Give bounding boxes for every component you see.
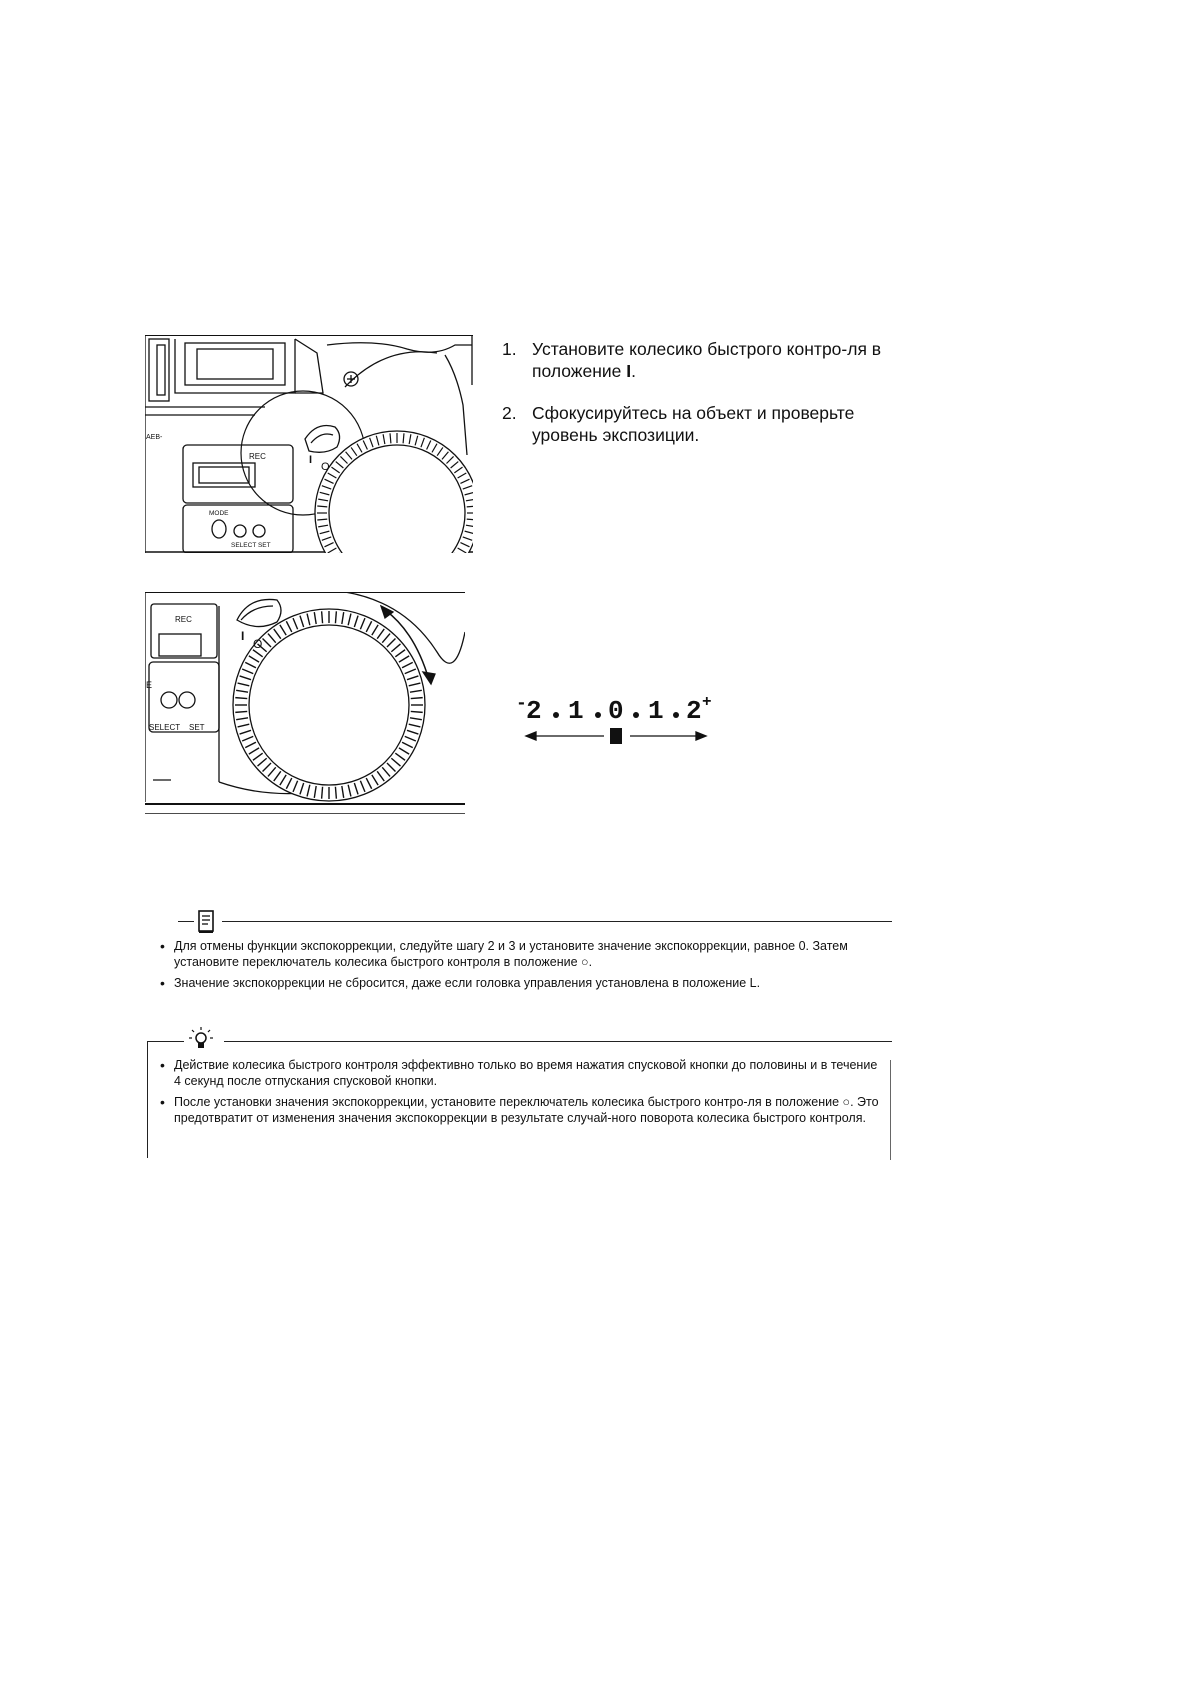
dial-rotation-illustration [145,592,465,814]
dial-mark-o: O [253,637,263,651]
dial-knurl-tick [235,711,247,712]
step-2 [502,402,902,446]
instruction-steps [502,338,902,466]
tip-border-right [890,1060,891,1160]
rec-label: REC [175,615,192,624]
mode-label: MODE [209,510,229,517]
select-set-label: SELECT SET [231,542,271,549]
step-text: Установите колесико быстрого контро-ля в положение [532,339,882,381]
set-label: SET [189,723,205,732]
tip-note [156,1057,884,1131]
scale-plus: + [702,693,712,711]
step-number: 2. [502,403,517,423]
memo-item: • Для отмены функции экспокоррекции, следуйте шагу 2 и 3 и установите значение экспокоррекции, равное 0. Затем установите переключатель колесика быстрого контроля в положение ○. [156,938,896,970]
dial-knurl-tick [335,611,336,623]
tip-item: • После установки значения экспокоррекции, установите переключатель колесика быстрого контро-ля в положение ○. Это предотвратит от изменения значения экспокоррекции в результате случай-ного поворота колесика быстрого контроля. [156,1094,884,1126]
scale-mark: 2 [526,696,542,726]
step-text: Сфокусируйтесь на объект и проверьте уровень экспозиции. [532,403,855,445]
exposure-level-scale [512,690,712,746]
lightbulb-icon [188,1026,214,1057]
rec-label: REC [249,452,266,461]
side-letter: E [146,680,153,690]
aeb-label: AEB- [146,434,163,441]
note-rule-left [178,921,194,922]
dial-mark-i: I [309,454,313,466]
dial-knurl-tick [322,611,323,623]
dial-knurl-tick [411,711,423,712]
memo-item: • Значение экспокоррекции не сбросится, даже если головка управления установлена в положение L. [156,975,896,991]
step-number: 1. [502,339,517,359]
select-label: SELECT [149,723,181,732]
tip-rule-left [148,1041,184,1042]
dial-knurl-tick [235,698,247,699]
memo-icon [196,910,216,939]
dial-knurl-tick [335,787,336,799]
step-bold-symbol: I [626,361,632,381]
exposure-level-indicator [610,728,622,744]
step-tail: . [631,361,636,381]
camera-top-illustration [145,335,473,553]
scale-mark: 1 [648,696,664,726]
scale-mark: 2 [686,696,702,726]
scale-mark: 1 [568,696,584,726]
dial-knurl-tick [411,698,423,699]
note-rule-right [222,921,892,922]
scale-mark-center: 0 [608,696,624,726]
dial-knurl-tick [322,787,323,799]
tip-border-left [147,1041,148,1158]
memo-note [156,938,896,996]
tip-item: • Действие колесика быстрого контроля эффективно только во время нажатия спусковой кнопки до половины и в течение 4 секунд после отпускания спусковой кнопки. [156,1057,884,1089]
dial-mark-o: O [321,461,330,473]
dial-mark-i: I [241,629,245,643]
step-1 [502,338,902,382]
tip-rule-right [224,1041,892,1042]
scale-minus: - [516,694,527,714]
